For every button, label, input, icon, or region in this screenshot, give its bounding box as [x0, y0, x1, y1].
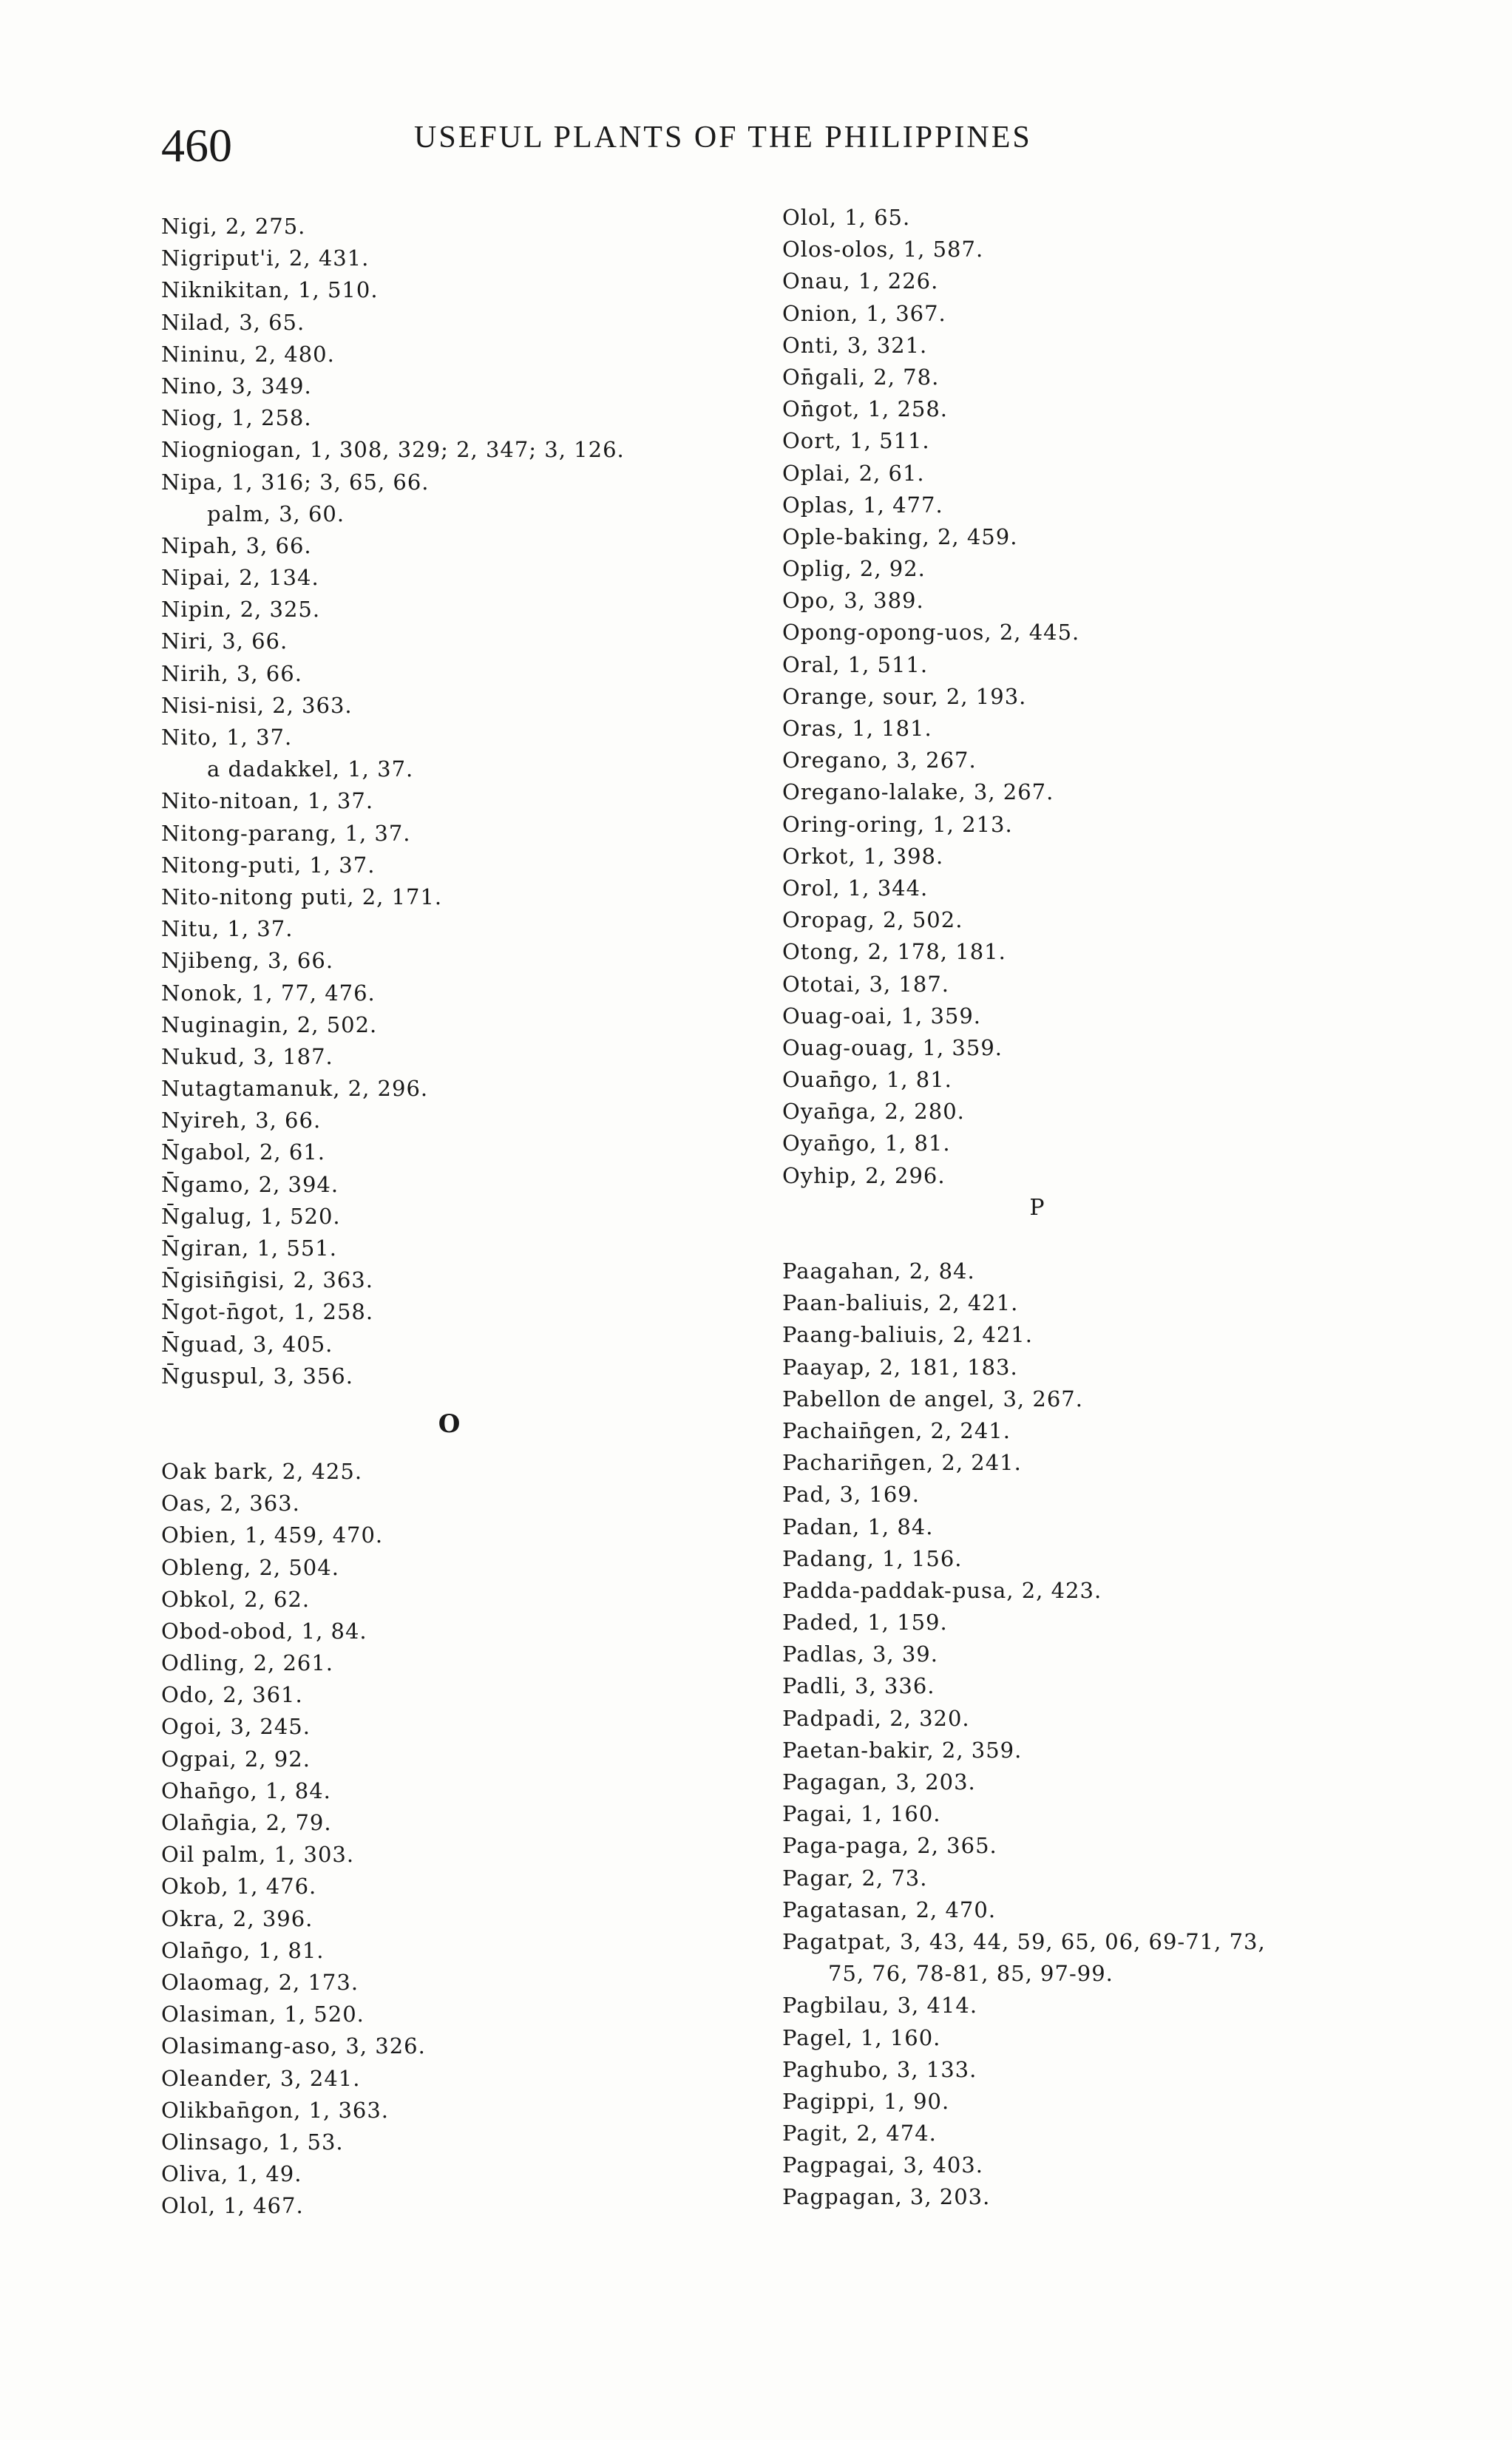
index-entry: Nonok, 1, 77, 476.	[161, 980, 376, 1006]
index-entry: a dadakkel, 1, 37.	[207, 756, 414, 782]
index-entry: Olasimang-aso, 3, 326.	[161, 2033, 426, 2059]
index-entry: Olinsago, 1, 53.	[161, 2129, 344, 2155]
index-entry: N̄got-n̄got, 1, 258.	[161, 1299, 374, 1325]
index-entry: Padan, 1, 84.	[782, 1514, 934, 1539]
index-entry: Ouag-oai, 1, 359.	[782, 1003, 982, 1028]
index-column-right	[782, 202, 1448, 2214]
index-entry: Oliva, 1, 49.	[161, 2161, 302, 2187]
index-entry: Padli, 3, 336.	[782, 1673, 935, 1699]
index-entry: Opo, 3, 389.	[782, 588, 924, 614]
index-entry: Pachain̄gen, 2, 241.	[782, 1417, 1011, 1443]
index-entry: Pagatpat, 3, 43, 44, 59, 65, 06, 69-71, 73,	[782, 1928, 1266, 1954]
page-number: 460	[161, 119, 232, 172]
index-entry: Oregano-lalake, 3, 267.	[782, 779, 1054, 805]
index-entry: Odo, 2, 361.	[161, 1682, 303, 1708]
index-entry: Nukud, 3, 187.	[161, 1043, 333, 1069]
index-entry: N̄gisin̄gisi, 2, 363.	[161, 1267, 373, 1293]
index-entry: Oral, 1, 511.	[782, 651, 929, 677]
index-entry: Oplai, 2, 61.	[782, 460, 925, 486]
index-entry: Pad, 3, 169.	[782, 1482, 920, 1508]
index-entry: Nininu, 2, 480.	[161, 341, 335, 367]
index-entry: Oring-oring, 1, 213.	[782, 811, 1013, 837]
index-entry: Olos-olos, 1, 587.	[782, 237, 984, 262]
index-entry: Oyhip, 2, 296.	[782, 1162, 946, 1188]
index-entry: Nito, 1, 37.	[161, 725, 293, 750]
index-entry: Oplig, 2, 92.	[782, 556, 926, 582]
index-entry: 75, 76, 78-81, 85, 97-99.	[828, 1961, 1113, 1987]
index-entry: Ohan̄go, 1, 84.	[161, 1778, 331, 1803]
index-entry: Padda-paddak-pusa, 2, 423.	[782, 1577, 1102, 1603]
index-entry: Okra, 2, 396.	[161, 1905, 313, 1931]
index-entry: Nipah, 3, 66.	[161, 532, 312, 558]
index-entry: Pacharin̄gen, 2, 241.	[782, 1450, 1022, 1476]
index-entry: Paghubo, 3, 133.	[782, 2056, 977, 2082]
index-entry: Nipin, 2, 325.	[161, 597, 321, 623]
index-entry: Obkol, 2, 62.	[161, 1586, 311, 1612]
index-entry: Obleng, 2, 504.	[161, 1554, 339, 1580]
index-entry: Olasiman, 1, 520.	[161, 2002, 365, 2027]
index-entry: Padlas, 3, 39.	[782, 1641, 938, 1667]
index-entry: Nirih, 3, 66.	[161, 660, 302, 686]
index-entry: Nilad, 3, 65.	[161, 309, 305, 335]
index-entry: Ople-baking, 2, 459.	[782, 523, 1018, 549]
index-entry: Ouag-ouag, 1, 359.	[782, 1034, 1003, 1060]
section-letter-heading: O	[438, 1409, 461, 1439]
index-entry: Nigriput'i, 2, 431.	[161, 245, 370, 271]
index-entry: Pagel, 1, 160.	[782, 2024, 941, 2050]
index-entry: Paayap, 2, 181, 183.	[782, 1354, 1018, 1380]
index-entry: Onau, 1, 226.	[782, 268, 939, 294]
index-entry: Opong-opong-uos, 2, 445.	[782, 620, 1080, 645]
index-entry: Ouan̄go, 1, 81.	[782, 1067, 952, 1093]
index-entry: Pagpagan, 3, 203.	[782, 2184, 991, 2210]
index-entry: Otong, 2, 178, 181.	[782, 939, 1006, 965]
index-entry: Nisi-nisi, 2, 363.	[161, 692, 353, 718]
index-entry: Nipai, 2, 134.	[161, 565, 319, 591]
index-entry: Padang, 1, 156.	[782, 1545, 963, 1571]
index-entry: Olaomag, 2, 173.	[161, 1969, 359, 1995]
index-entry: Padpadi, 2, 320.	[782, 1705, 970, 1731]
index-entry: On̄got, 1, 258.	[782, 396, 949, 422]
index-entry: palm, 3, 60.	[207, 501, 345, 526]
index-entry: Odling, 2, 261.	[161, 1650, 334, 1676]
index-entry: Nyireh, 3, 66.	[161, 1108, 322, 1133]
index-entry: N̄galug, 1, 520.	[161, 1203, 341, 1229]
index-entry: N̄guad, 3, 405.	[161, 1331, 333, 1357]
index-entry: Paga-paga, 2, 365.	[782, 1833, 997, 1859]
index-entry: Nitu, 1, 37.	[161, 916, 294, 942]
index-entry: N̄gamo, 2, 394.	[161, 1171, 339, 1197]
index-entry: Olikban̄gon, 1, 363.	[161, 2097, 390, 2123]
index-entry: Orange, sour, 2, 193.	[782, 683, 1027, 709]
index-entry: On̄gali, 2, 78.	[782, 364, 940, 390]
index-entry: Oil palm, 1, 303.	[161, 1842, 355, 1868]
index-entry: Pagagan, 3, 203.	[782, 1769, 976, 1795]
index-entry: Paded, 1, 159.	[782, 1610, 948, 1636]
index-entry: Oplas, 1, 477.	[782, 492, 943, 518]
running-head: USEFUL PLANTS OF THE PHILIPPINES	[414, 121, 1032, 155]
index-entry: Paang-baliuis, 2, 421.	[782, 1322, 1033, 1348]
index-entry: Ogpai, 2, 92.	[161, 1746, 311, 1772]
index-entry: Ototai, 3, 187.	[782, 971, 950, 997]
section-letter-heading: P	[1029, 1194, 1045, 1221]
index-entry: Niogniogan, 1, 308, 329; 2, 347; 3, 126.	[161, 437, 625, 463]
index-entry: Njibeng, 3, 66.	[161, 948, 334, 974]
index-entry: Nito-nitoan, 1, 37.	[161, 788, 374, 814]
index-entry: Okob, 1, 476.	[161, 1874, 317, 1900]
index-entry: Oak bark, 2, 425.	[161, 1458, 363, 1484]
index-entry: Pagbilau, 3, 414.	[782, 1993, 978, 2019]
index-entry: Orol, 1, 344.	[782, 875, 929, 901]
index-entry: Niri, 3, 66.	[161, 628, 288, 654]
index-entry: Obien, 1, 459, 470.	[161, 1522, 384, 1548]
index-entry: Paetan-bakir, 2, 359.	[782, 1737, 1023, 1763]
index-entry: Oregano, 3, 267.	[782, 748, 977, 773]
index-entry: Paagahan, 2, 84.	[782, 1258, 975, 1284]
index-entry: N̄giran, 1, 551.	[161, 1236, 337, 1261]
index-entry: Oas, 2, 363.	[161, 1491, 300, 1516]
index-entry: Pagippi, 1, 90.	[782, 2088, 950, 2114]
index-entry: Oropag, 2, 502.	[782, 907, 963, 933]
index-entry: Olol, 1, 65.	[782, 205, 911, 230]
index-entry: Pagai, 1, 160.	[782, 1801, 941, 1827]
index-entry: Nuginagin, 2, 502.	[161, 1011, 378, 1037]
index-entry: Oort, 1, 511.	[782, 428, 930, 454]
index-entry: Onti, 3, 321.	[782, 332, 928, 358]
index-entry: Ogoi, 3, 245.	[161, 1714, 311, 1740]
index-entry: Nitong-puti, 1, 37.	[161, 852, 376, 878]
index-entry: Nito-nitong puti, 2, 171.	[161, 884, 443, 909]
index-entry: Niog, 1, 258.	[161, 405, 312, 431]
index-entry: Obod-obod, 1, 84.	[161, 1618, 367, 1644]
index-entry: N̄guspul, 3, 356.	[161, 1363, 353, 1389]
index-entry: Oyan̄go, 1, 81.	[782, 1131, 951, 1156]
index-column-left	[161, 211, 738, 2222]
index-entry: Oyan̄ga, 2, 280.	[782, 1099, 965, 1125]
index-entry: Nino, 3, 349.	[161, 373, 312, 399]
index-entry: Pagit, 2, 474.	[782, 2121, 937, 2146]
index-entry: Pagpagai, 3, 403.	[782, 2152, 983, 2178]
index-entry: Pabellon de angel, 3, 267.	[782, 1386, 1083, 1412]
spacer	[782, 1224, 1448, 1255]
index-entry: Oras, 1, 181.	[782, 716, 932, 741]
index-entry: Orkot, 1, 398.	[782, 843, 944, 869]
index-entry: Niknikitan, 1, 510.	[161, 277, 379, 303]
index-entry: Nigi, 2, 275.	[161, 214, 306, 239]
index-entry: N̄gabol, 2, 61.	[161, 1139, 325, 1165]
index-entry: Olan̄gia, 2, 79.	[161, 1810, 332, 1835]
index-entry: Nipa, 1, 316; 3, 65, 66.	[161, 469, 430, 495]
index-entry: Pagatasan, 2, 470.	[782, 1897, 997, 1922]
index-entry: Nitong-parang, 1, 37.	[161, 820, 411, 846]
index-entry: Nutagtamanuk, 2, 296.	[161, 1076, 429, 1102]
index-entry: Olol, 1, 467.	[161, 2193, 304, 2219]
index-entry: Olan̄go, 1, 81.	[161, 1937, 325, 1963]
index-entry: Onion, 1, 367.	[782, 300, 946, 326]
index-entry: Oleander, 3, 241.	[161, 2065, 361, 2091]
index-entry: Paan-baliuis, 2, 421.	[782, 1290, 1019, 1316]
index-entry: Pagar, 2, 73.	[782, 1865, 928, 1891]
